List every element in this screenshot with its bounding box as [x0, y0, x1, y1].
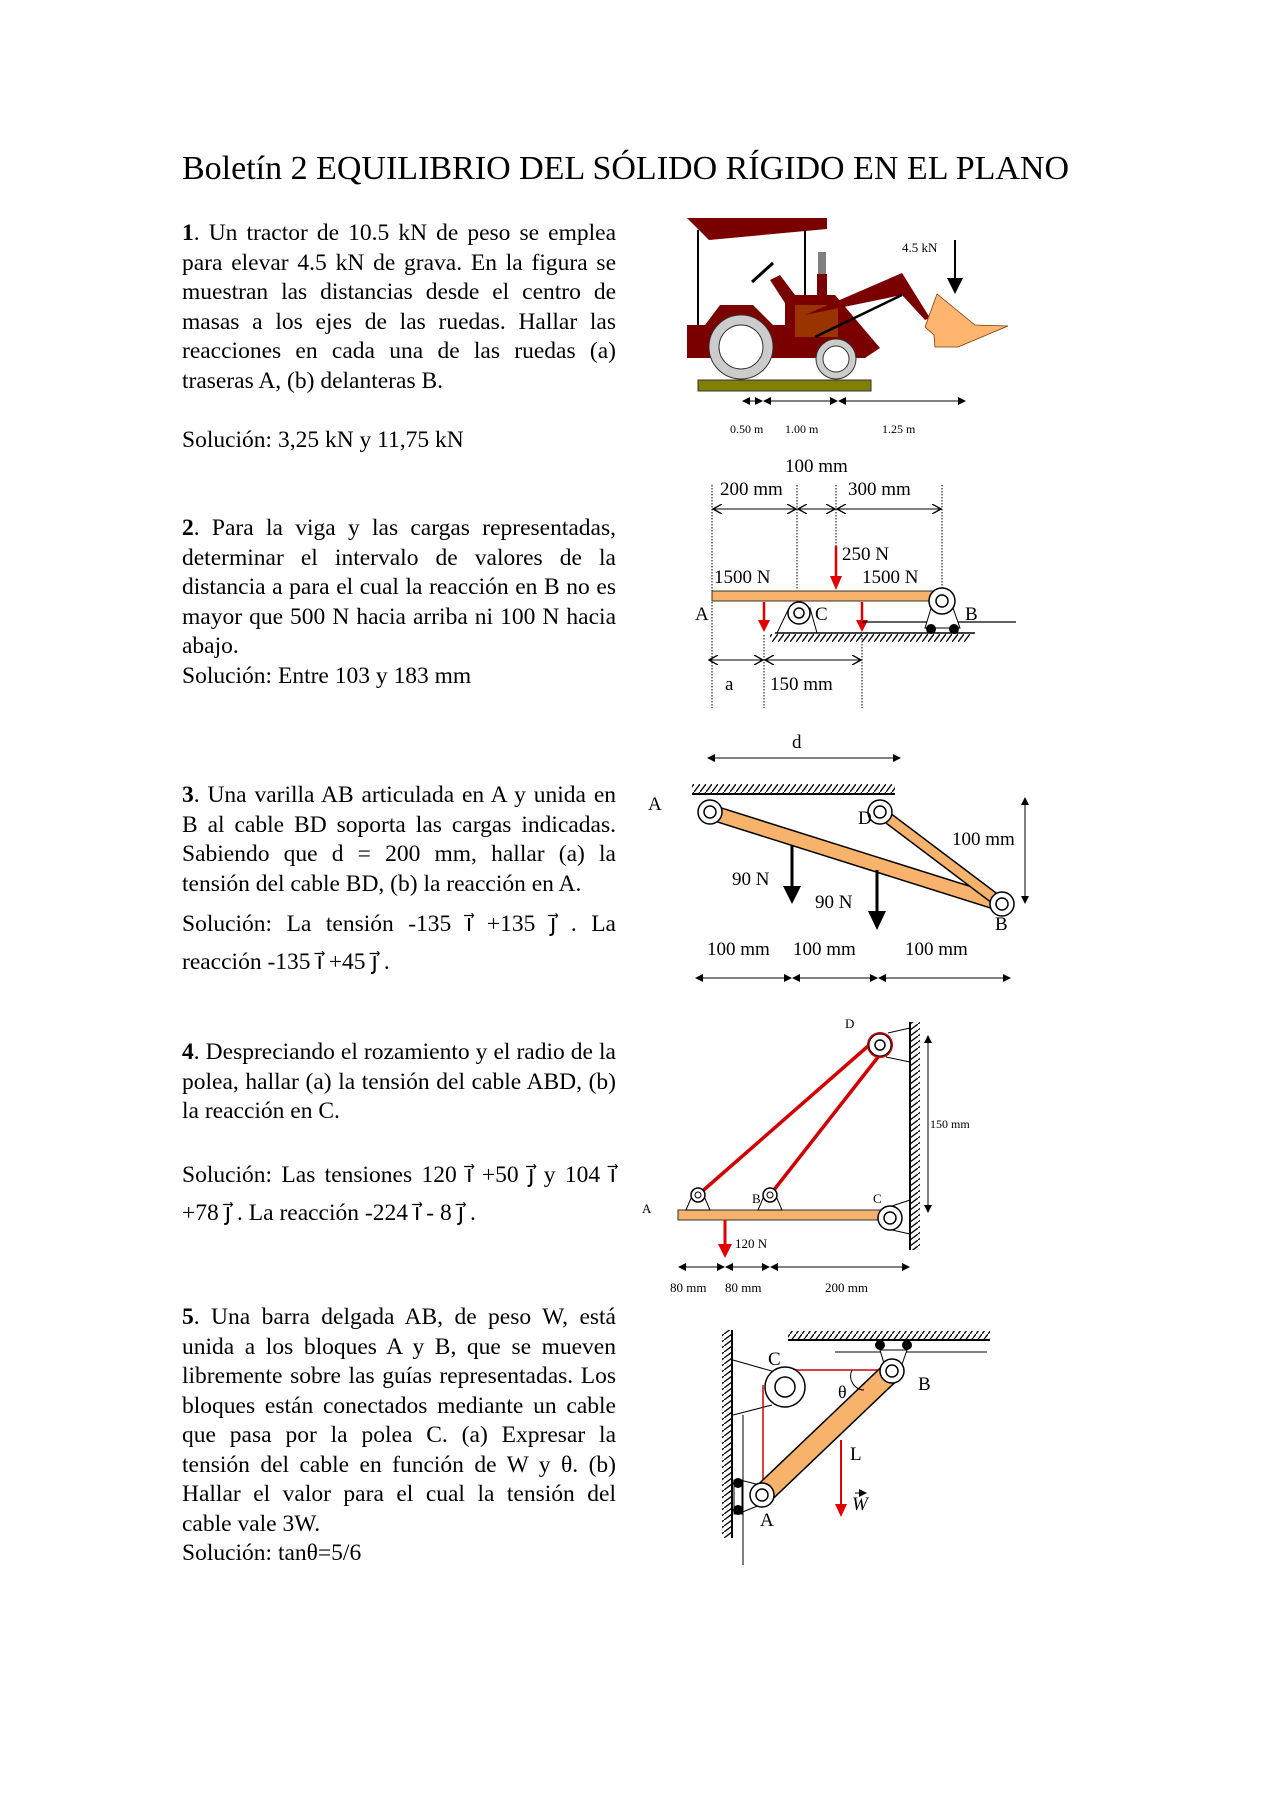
point-label: A	[642, 1201, 652, 1216]
figure-bar-blocks	[700, 1310, 1020, 1580]
dim-label: 150 mm	[930, 1117, 970, 1131]
problem-text: . Para la viga y las cargas representadas, determinar el intervalo de valores de la distancia a para el cual la reacción en B no es mayor que 500 N hacia arriba ni 100 N hacia abajo.	[182, 515, 616, 659]
dim-label: 1.25 m	[882, 422, 916, 436]
force-label: 90 N	[732, 869, 770, 890]
figure-beam	[640, 450, 1040, 730]
cable-bd	[770, 1052, 882, 1195]
problem-4	[182, 1038, 616, 1232]
block-b	[880, 1359, 904, 1383]
dim-label: 100 mm	[952, 829, 1015, 850]
point-label: C	[873, 1191, 882, 1206]
problem-3	[182, 781, 616, 981]
figure-pulley	[630, 1000, 980, 1310]
beam	[712, 591, 942, 601]
page-title: Boletín 2 EQUILIBRIO DEL SÓLIDO RÍGIDO EN EL PLANO	[182, 150, 1070, 187]
loader-bucket	[925, 294, 1008, 347]
dim-label: 200 mm	[825, 1280, 868, 1295]
point-label: D	[845, 1016, 855, 1031]
point-label: B	[918, 1374, 931, 1395]
problem-number: 3	[182, 782, 194, 808]
point-label: A	[648, 794, 662, 815]
dim-label: 80 mm	[725, 1280, 762, 1295]
problem-solution: Solución: Entre 103 y 183 mm	[182, 662, 472, 689]
dim-label: 80 mm	[670, 1280, 707, 1295]
dim-label: 100 mm	[905, 939, 968, 960]
problem-1	[182, 219, 616, 455]
dim-label: 150 mm	[770, 674, 833, 695]
point-label: A	[760, 1510, 774, 1531]
support-c	[878, 1206, 902, 1230]
problem-text: . Una barra delgada AB, de peso W, está unida a los bloques A y B, que se mueven libremente sobre las guías representadas. Los bloques están conectados mediante un cable que pasa por la polea C. (a) Expresar la tensión del cable en función de W y θ. (b) Hallar el valor para el cual la tensión del cable vale 3W.	[182, 1304, 616, 1537]
force-label: 120 N	[735, 1236, 768, 1251]
force-label: 250 N	[842, 544, 889, 565]
support-b	[929, 588, 955, 614]
problem-number: 1	[182, 220, 194, 246]
dim-label: 300 mm	[848, 479, 911, 500]
problem-text: . Despreciando el rozamiento y el radio de la polea, hallar (a) la tensión del cable ABD, (b) la reacción en C.	[182, 1039, 616, 1124]
force-label: 1500 N	[714, 567, 771, 588]
problem-text: . Una varilla AB articulada en A y unida en B al cable BD soporta las cargas indicadas. Sabiendo que d = 200 mm, hallar (a) la tensión del cable BD, (b) la reacción en A.	[182, 782, 616, 897]
problem-solution: Solución: La tensión -135 i⃗ +135 j⃗ . La reacción -135 i⃗ +45 j⃗ .	[182, 911, 616, 975]
problem-2	[182, 514, 616, 691]
point-label: B	[752, 1191, 761, 1206]
rod-ab	[710, 812, 1002, 904]
load-label: 4.5 kN	[902, 240, 938, 255]
problem-solution: Solución: tanθ=5/6	[182, 1540, 362, 1566]
dim-label: 100 mm	[793, 939, 856, 960]
weight-label: W	[852, 1494, 868, 1515]
point-label: D	[858, 808, 872, 829]
point-label: C	[768, 1349, 781, 1370]
support-c	[788, 602, 810, 624]
dim-label: a	[725, 674, 734, 695]
figure-rod-cable	[640, 720, 1040, 1000]
dim-label: 0.50 m	[730, 422, 764, 436]
force-label: 1500 N	[862, 567, 919, 588]
point-label: A	[695, 604, 709, 625]
problem-solution: Solución: 3,25 kN y 11,75 kN	[182, 426, 464, 453]
angle-label: θ	[838, 1382, 847, 1402]
dim-label: 1.00 m	[785, 422, 819, 436]
problem-number: 2	[182, 515, 194, 541]
figure-tractor	[640, 200, 1040, 450]
force-label: 90 N	[815, 892, 853, 913]
dim-label: 100 mm	[785, 456, 848, 477]
block-a	[750, 1483, 774, 1507]
dim-label: d	[792, 732, 802, 753]
problem-number: 5	[182, 1304, 194, 1330]
pulley-d	[868, 1033, 892, 1057]
point-label: C	[815, 604, 828, 625]
problem-solution: Solución: Las tensiones 120 i⃗ +50 j⃗ y 104 i⃗ +78 j⃗ . La reacción -224 i⃗ - 8 j⃗ .	[182, 1162, 616, 1226]
problem-5	[182, 1303, 616, 1569]
length-label: L	[850, 1444, 862, 1465]
pulley-c	[765, 1367, 805, 1407]
point-label: B	[965, 604, 978, 625]
problem-number: 4	[182, 1039, 194, 1065]
dim-label: 200 mm	[720, 479, 783, 500]
dim-label: 100 mm	[707, 939, 770, 960]
point-label: B	[995, 914, 1008, 935]
beam	[678, 1210, 883, 1220]
problem-text: . Un tractor de 10.5 kN de peso se emplea para elevar 4.5 kN de grava. En la figura se muestran las distancias desde el centro de masas a los ejes de las ruedas. Hallar las reacciones en cada una de las ruedas (a) traseras A, (b) delanteras B.	[182, 220, 616, 394]
ground	[698, 380, 871, 391]
